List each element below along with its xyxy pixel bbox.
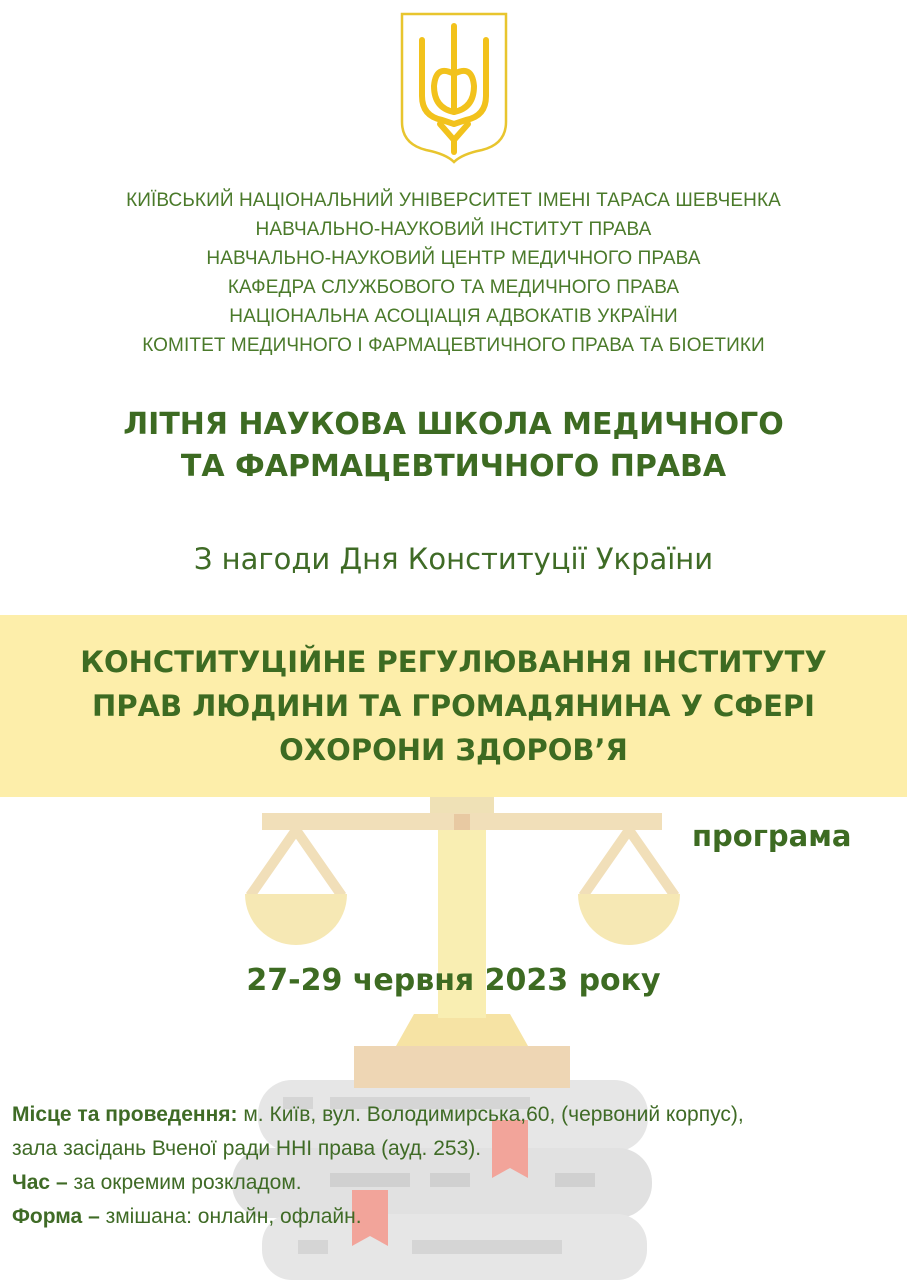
- place-value: м. Київ, вул. Володимирська,60, (червоний корпус),: [237, 1103, 744, 1126]
- scales-base: [262, 796, 662, 1088]
- topic-title-line-2: ПРАВ ЛЮДИНИ ТА ГРОМАДЯНИНА У СФЕРІ: [92, 689, 815, 723]
- topic-title-line-1: КОНСТИТУЦІЙНЕ РЕГУЛЮВАННЯ ІНСТИТУТУ: [80, 645, 827, 679]
- organizer-department: КАФЕДРА СЛУЖБОВОГО ТА МЕДИЧНОГО ПРАВА: [227, 277, 680, 298]
- event-dates: 27-29 червня 2023 року: [246, 963, 661, 998]
- topic-title: [0, 640, 907, 772]
- organizer-medical-law-center: НАВЧАЛЬНО-НАУКОВИЙ ЦЕНТР МЕДИЧНОГО ПРАВА: [206, 248, 701, 269]
- place-row-2: зала засідань Вченої ради ННІ права (ауд. 253).: [12, 1137, 482, 1160]
- school-title-line-2: ТА ФАРМАЦЕВТИЧНОГО ПРАВА: [180, 449, 727, 484]
- form-label: Форма –: [12, 1205, 100, 1228]
- school-title: [0, 404, 907, 488]
- organizers-list: [0, 186, 907, 360]
- left-pan: [245, 830, 347, 945]
- place-row: [12, 1098, 892, 1132]
- form-row: [12, 1200, 892, 1234]
- time-value: за окремим розкладом.: [67, 1171, 302, 1194]
- form-value: змішана: онлайн, офлайн.: [99, 1205, 362, 1228]
- organizer-law-institute: НАВЧАЛЬНО-НАУКОВИЙ ІНСТИТУТ ПРАВА: [255, 219, 652, 240]
- time-row: [12, 1166, 892, 1200]
- program-label: програма: [692, 819, 852, 853]
- place-label: Місце та проведення:: [12, 1103, 238, 1126]
- organizer-university: КИЇВСЬКИЙ НАЦІОНАЛЬНИЙ УНІВЕРСИТЕТ ІМЕНІ ТАРАСА ШЕВЧЕНКА: [126, 190, 781, 211]
- school-title-line-1: ЛІТНЯ НАУКОВА ШКОЛА МЕДИЧНОГО: [123, 407, 784, 442]
- time-label: Час –: [12, 1171, 68, 1194]
- occasion-subtitle: З нагоди Дня Конституції України: [193, 542, 714, 576]
- right-pan: [578, 830, 680, 945]
- organizer-committee: КОМІТЕТ МЕДИЧНОГО І ФАРМАЦЕВТИЧНОГО ПРАВА ТА БІОЕТИКИ: [142, 335, 765, 356]
- event-details: [12, 1098, 892, 1234]
- trident-emblem-icon: [400, 12, 508, 164]
- topic-title-line-3: ОХОРОНИ ЗДОРОВ’Я: [279, 733, 628, 767]
- organizer-bar-association: НАЦІОНАЛЬНА АСОЦІАЦІЯ АДВОКАТІВ УКРАЇНИ: [229, 306, 678, 327]
